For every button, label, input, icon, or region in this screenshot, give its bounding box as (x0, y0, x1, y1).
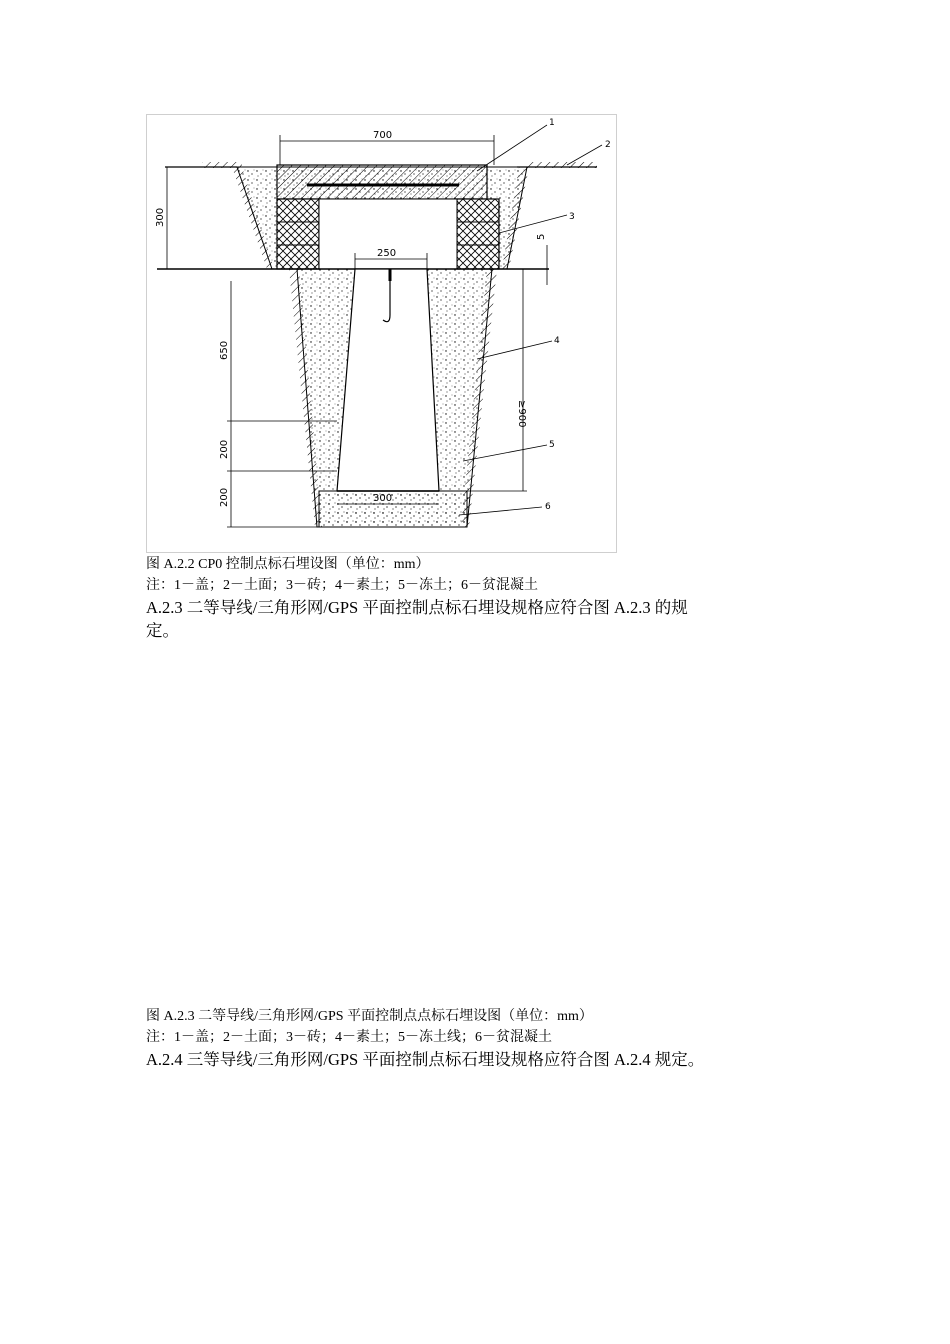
cp0-burial-diagram (146, 114, 617, 553)
dim-min-900: ≥900 (516, 400, 527, 428)
dim-200-b: 200 (219, 487, 230, 507)
dim-200-a: 200 (219, 439, 230, 459)
section-a223-line2: 定。 (146, 621, 179, 640)
figure-note-a223: 注：1－盖；2－土面；3－砖；4－素土；5－冻土线；6－贫混凝土 (146, 1030, 552, 1045)
dim-250: 250 (377, 248, 397, 259)
dim-5: 5 (536, 233, 547, 240)
figure-caption-a222: 图 A.2.2 CP0 控制点标石埋设图（单位：mm） (146, 557, 430, 572)
callout-2: 2 (605, 140, 611, 150)
section-a223-line1: A.2.3 二等导线/三角形网/GPS 平面控制点标石埋设规格应符合图 A.2.3 的规 (146, 598, 688, 617)
dim-bottom-300: 300 (373, 493, 393, 504)
callout-1: 1 (549, 118, 555, 128)
dim-650: 650 (219, 340, 230, 360)
figure-caption-a223: 图 A.2.3 二等导线/三角形网/GPS 平面控制点点标石埋设图（单位：mm） (146, 1009, 593, 1024)
callout-6: 6 (545, 502, 551, 512)
dim-300: 300 (155, 207, 166, 227)
section-a224-line1: A.2.4 三等导线/三角形网/GPS 平面控制点标石埋设规格应符合图 A.2.4 规定。 (146, 1050, 705, 1069)
callout-4: 4 (554, 336, 560, 346)
callout-5: 5 (549, 440, 555, 450)
callout-3: 3 (569, 212, 575, 222)
dim-700: 700 (373, 130, 393, 141)
figure-note-a222: 注：1－盖；2－土面；3－砖；4－素土；5－冻土；6－贫混凝土 (146, 578, 538, 593)
